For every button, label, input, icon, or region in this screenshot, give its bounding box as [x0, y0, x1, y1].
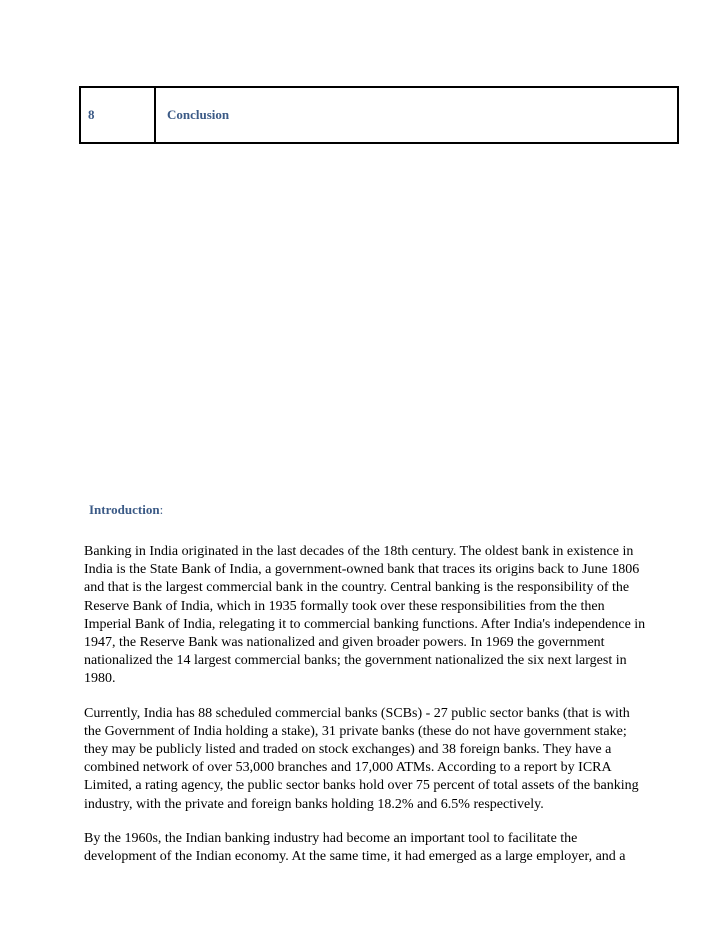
introduction-heading [89, 502, 163, 518]
toc-section-title: Conclusion [167, 107, 230, 122]
introduction-body [84, 543, 650, 882]
introduction-heading-text: Introduction [89, 502, 160, 517]
paragraph-banking-origins: Banking in India originated in the last decades of the 18th century. The oldest bank in existence in India is the State Bank of India, a government-owned bank that traces its origins back to June 1806 and that is the largest commercial bank in the country. Central banking is the responsibility of the Reserve Bank of India, which in 1935 formally took over these responsibilities from the then Imperial Bank of India, relegating it to commercial banking functions. After India's independence in 1947, the Reserve Bank was nationalized and given broader powers. In 1969 the government nationalized the 14 largest commercial banks; the government nationalized the six next largest in 1980. [84, 544, 646, 687]
toc-table-row [79, 86, 679, 144]
paragraph-current-banks: Currently, India has 88 scheduled commercial banks (SCBs) - 27 public sector banks (that is with the Government of India holding a stake), 31 private banks (these do not have government stake; they may be publicly listed and traded on stock exchanges) and 38 foreign banks. They have a combined network of over 53,000 branches and 17,000 ATMs. According to a report by ICRA Limited, a rating agency, the public sector banks hold over 75 percent of total assets of the banking industry, with the private and foreign banks holding 18.2% and 6.5% respectively. [84, 705, 639, 812]
introduction-heading-colon: : [159, 502, 164, 517]
toc-section-number: 8 [81, 88, 156, 142]
paragraph-1960s: By the 1960s, the Indian banking industry had become an important tool to facilitate the development of the Indian economy. At the same time, it had emerged as a large employer, and a [84, 830, 626, 865]
